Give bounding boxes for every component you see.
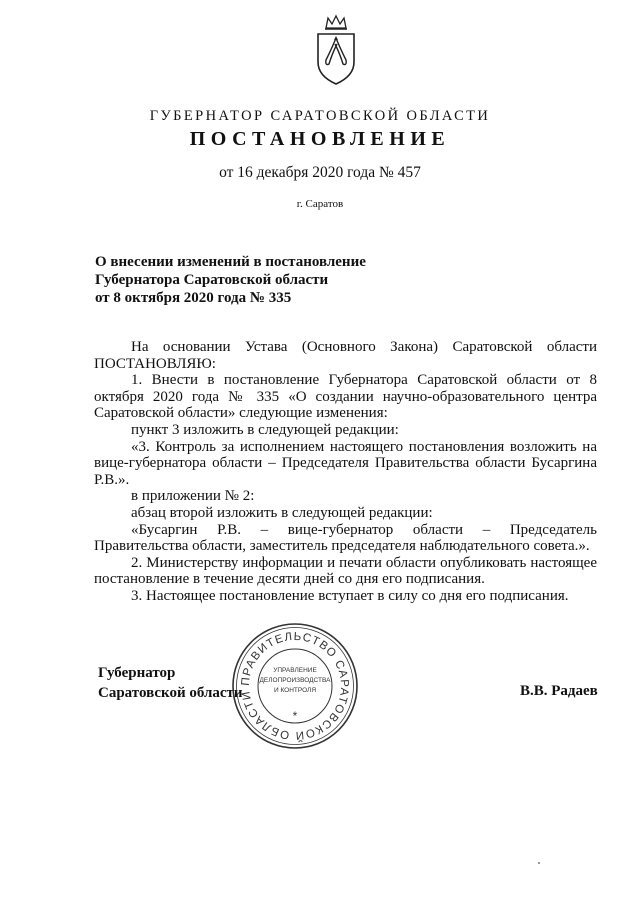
document-subject [95, 253, 366, 307]
document-body [94, 339, 597, 605]
body-paragraph: 3. Настоящее постановление вступает в силу со дня его подписания. [131, 587, 569, 604]
document-type-title: ПОСТАНОВЛЕНИЕ [189, 128, 451, 150]
subject-line: Губернатора Саратовской области [95, 272, 329, 288]
body-paragraph: пункт 3 изложить в следующей редакции: [131, 421, 399, 438]
body-paragraph: На основании Устава (Основного Закона) Саратовской области ПОСТАНОВЛЯЮ: [94, 339, 597, 372]
issuing-authority: ГУБЕРНАТОР САРАТОВСКОЙ ОБЛАСТИ [149, 108, 491, 124]
subject-line: от 8 октября 2020 года № 335 [95, 290, 292, 306]
body-paragraph: «Бусаргин Р.В. – вице-губернатор области – Председатель Правительства области, заместитель председателя наблюдательного совета.». [94, 521, 597, 555]
stamp-inner-text: УПРАВЛЕНИЕ [273, 667, 317, 674]
stamp-outer-text: ПРАВИТЕЛЬСТВО САРАТОВСКОЙ ОБЛАСТИ [239, 630, 351, 742]
signatory-position-line: Саратовской области [98, 685, 243, 701]
body-paragraph: 2. Министерству информации и печати области опубликовать настоящее постановление в течение десяти дней со дня его подписания. [94, 554, 597, 588]
place-of-issue: г. Саратов [296, 198, 344, 210]
coat-of-arms-icon [312, 14, 360, 86]
official-stamp [229, 620, 361, 752]
scan-speck [538, 862, 540, 864]
body-paragraph: в приложении № 2: [131, 488, 255, 505]
stamp-inner-text: ДЕЛОПРОИЗВОДСТВА [259, 677, 331, 684]
subject-line: О внесении изменений в постановление [95, 254, 366, 270]
body-paragraph: «3. Контроль за исполнением настоящего постановления возложить на вице-губернатора области – Председателя Правительства области Бусаргина Р.В.». [94, 438, 597, 488]
stamp-star-icon: * [292, 709, 298, 723]
signatory-name: В.В. Радаев [520, 683, 598, 699]
signatory-position-line: Губернатор [98, 665, 176, 681]
body-paragraph: 1. Внести в постановление Губернатора Саратовской области от 8 октября 2020 года № 335 «О создании научно-образовательного центра Саратовской области» следующие изменения: [94, 372, 597, 422]
signatory-position [98, 663, 243, 703]
body-paragraph: абзац второй изложить в следующей редакции: [131, 504, 433, 521]
stamp-inner-text: И КОНТРОЛЯ [273, 687, 317, 694]
document-date-number: от 16 декабря 2020 года № 457 [219, 164, 421, 181]
